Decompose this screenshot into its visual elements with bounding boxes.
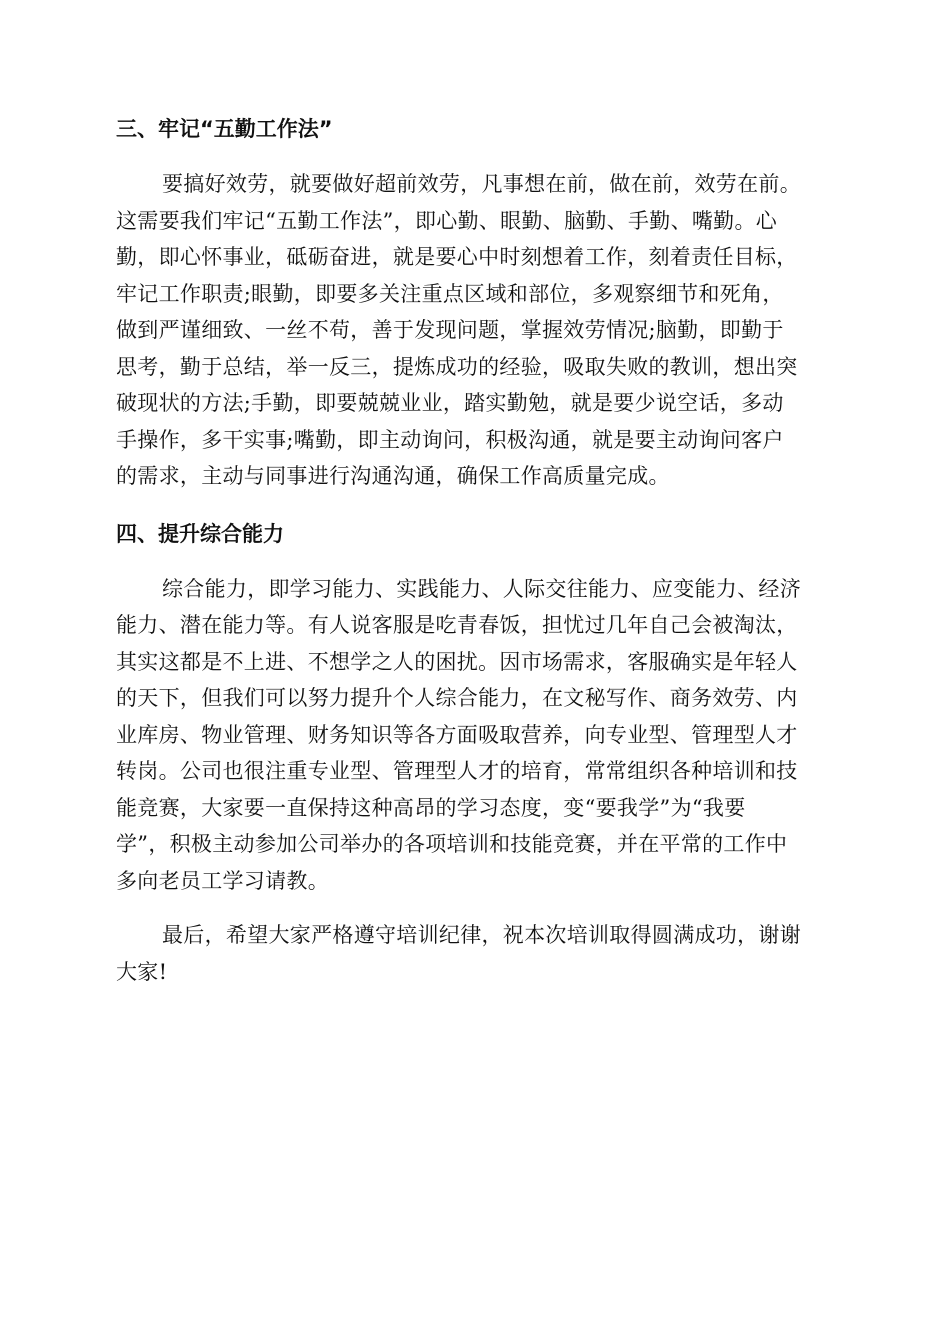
section-heading-4: 四、提升综合能力 [116, 521, 284, 546]
section-4-paragraph [116, 571, 836, 900]
paragraph-line: 的天下，但我们可以努力提升个人综合能力，在文秘写作、商务效劳、内 [116, 686, 798, 710]
section-3-paragraph [116, 166, 836, 495]
paragraph-line: 能力、潜在能力等。有人说客服是吃青春饭，担忧过几年自己会被淘汰， [116, 613, 798, 637]
paragraph-line: 手操作，多干实事;嘴勤，即主动询问，积极沟通，就是要主动询问客户 [116, 427, 784, 452]
paragraph-line: 牢记工作职责;眼勤，即要多关注重点区域和部位，多观察细节和死角， [116, 281, 784, 306]
document-page [116, 113, 836, 990]
paragraph-line: 思考，勤于总结，举一反三，提炼成功的经验，吸取失败的教训，想出突 [116, 354, 798, 379]
paragraph-line: 能竞赛，大家要一直保持这种高昂的学习态度，变“要我学”为“我要 [116, 795, 746, 820]
paragraph-line: 破现状的方法;手勤，即要兢兢业业，踏实勤勉，就是要少说空话，多动 [116, 391, 784, 415]
closing-paragraph [116, 917, 836, 990]
paragraph-line: 要搞好效劳，就要做好超前效劳，凡事想在前，做在前，效劳在前。 [162, 172, 801, 196]
paragraph-line: 这需要我们牢记“五勤工作法”，即心勤、眼勤、脑勤、手勤、嘴勤。心 [116, 208, 778, 233]
section-heading-3: 三、牢记“五勤工作法” [116, 117, 333, 141]
paragraph-line: 综合能力，即学习能力、实践能力、人际交往能力、应变能力、经济 [162, 576, 801, 601]
paragraph-line: 学”，积极主动参加公司举办的各项培训和技能竞赛，并在平常的工作中 [116, 832, 788, 856]
paragraph-line: 多向老员工学习请教。 [116, 868, 329, 893]
paragraph-line: 业库房、物业管理、财务知识等各方面吸取营养，向专业型、管理型人才 [116, 722, 798, 747]
paragraph-line: 转岗。公司也很注重专业型、管理型人才的培育，常常组织各种培训和技 [116, 759, 798, 783]
paragraph-line: 勤，即心怀事业，砥砺奋进，就是要心中时刻想着工作，刻着责任目标， [116, 245, 798, 269]
paragraph-line: 最后，希望大家严格遵守培训纪律，祝本次培训取得圆满成功，谢谢 [162, 923, 801, 947]
paragraph-line: 的需求，主动与同事进行沟通沟通，确保工作高质量完成。 [116, 464, 670, 488]
paragraph-line: 做到严谨细致、一丝不苟，善于发现问题，掌握效劳情况;脑勤，即勤于 [116, 318, 784, 342]
paragraph-line: 其实这都是不上进、不想学之人的困扰。因市场需求，客服确实是年轻人 [116, 649, 798, 674]
paragraph-line: 大家! [116, 959, 168, 984]
